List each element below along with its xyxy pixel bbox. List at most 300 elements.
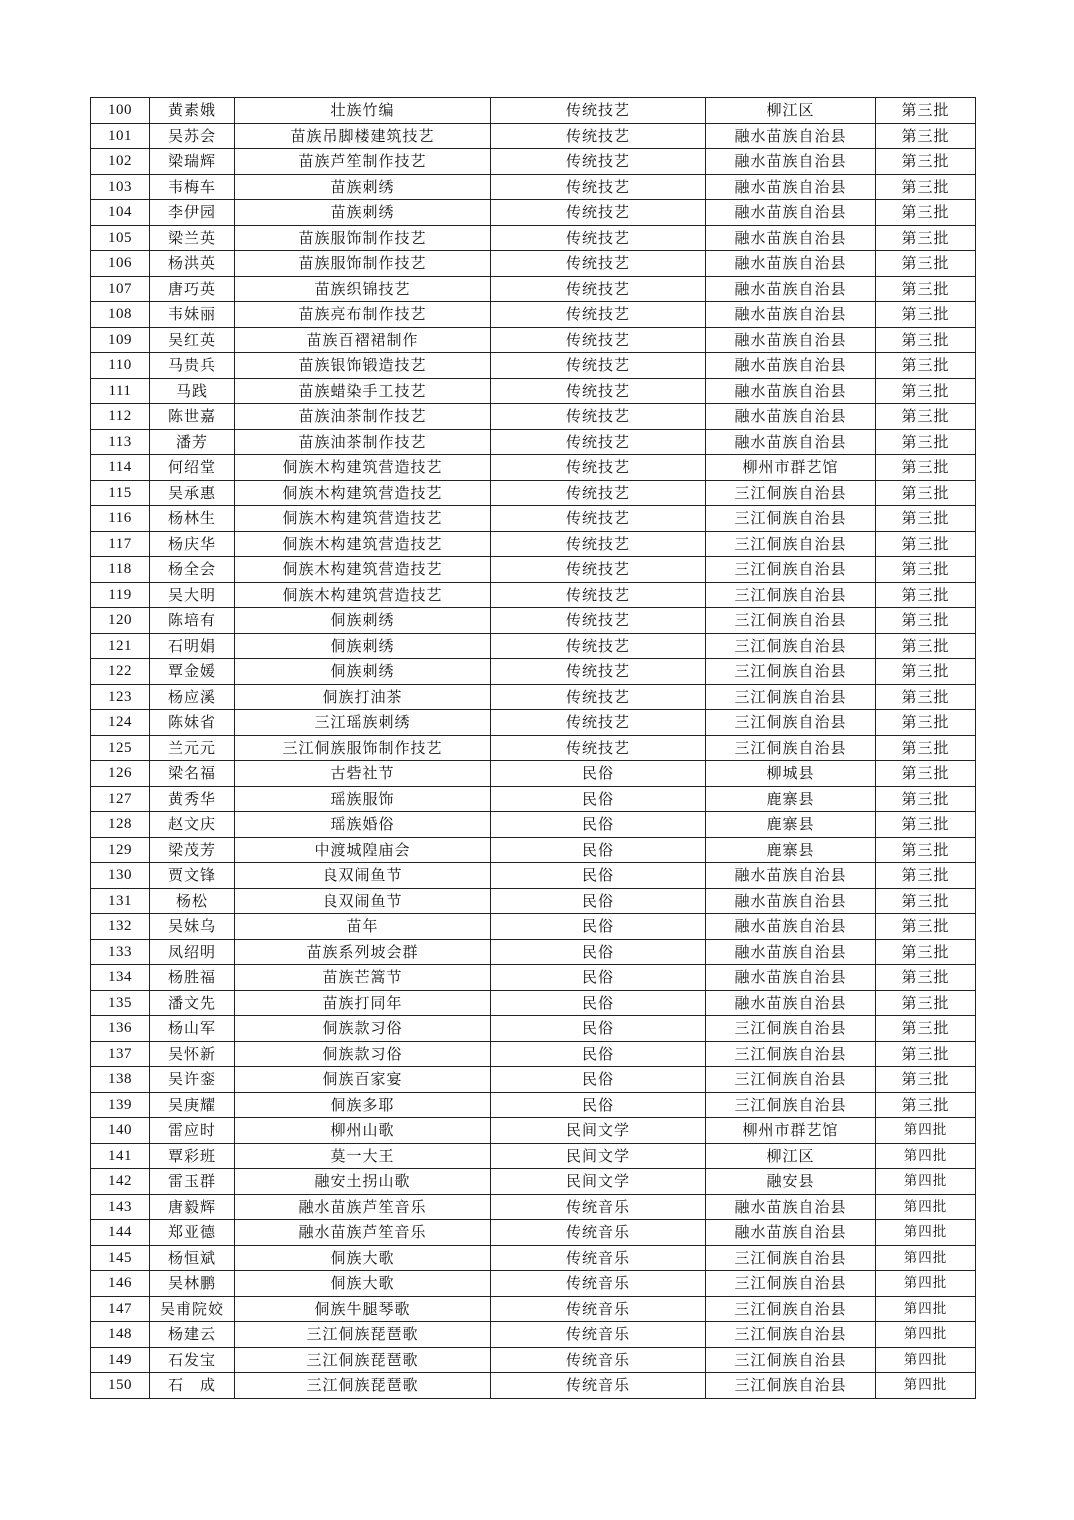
project-category-cell: 传统音乐 (491, 1245, 706, 1271)
table-row (91, 149, 976, 175)
region-cell: 融水苗族自治县 (706, 225, 876, 251)
project-category-cell: 传统技艺 (491, 353, 706, 379)
project-category-cell: 传统音乐 (491, 1194, 706, 1220)
project-category-cell: 传统音乐 (491, 1220, 706, 1246)
project-category-cell: 传统技艺 (491, 480, 706, 506)
region-cell: 柳江区 (706, 98, 876, 124)
batch-cell: 第三批 (876, 557, 976, 583)
table-row (91, 786, 976, 812)
table-row (91, 633, 976, 659)
project-name-cell: 瑶族婚俗 (235, 812, 491, 838)
project-category-cell: 传统技艺 (491, 633, 706, 659)
inheritor-name-cell: 覃金媛 (150, 659, 235, 685)
region-cell: 三江侗族自治县 (706, 531, 876, 557)
project-name-cell: 苗族亮布制作技艺 (235, 302, 491, 328)
table-row (91, 965, 976, 991)
project-name-cell: 柳州山歌 (235, 1118, 491, 1144)
row-number-cell: 145 (91, 1245, 150, 1271)
row-number-cell: 128 (91, 812, 150, 838)
table-row (91, 557, 976, 583)
batch-cell: 第三批 (876, 378, 976, 404)
table-row (91, 531, 976, 557)
region-cell: 融水苗族自治县 (706, 174, 876, 200)
table-row (91, 276, 976, 302)
row-number-cell: 137 (91, 1041, 150, 1067)
project-category-cell: 传统音乐 (491, 1271, 706, 1297)
project-category-cell: 民俗 (491, 837, 706, 863)
table-row (91, 710, 976, 736)
project-name-cell: 侗族大歌 (235, 1245, 491, 1271)
row-number-cell: 113 (91, 429, 150, 455)
inheritor-name-cell: 吴妹乌 (150, 914, 235, 940)
table-row (91, 404, 976, 430)
region-cell: 融水苗族自治县 (706, 965, 876, 991)
project-name-cell: 三江瑶族刺绣 (235, 710, 491, 736)
inheritor-name-cell: 雷玉群 (150, 1169, 235, 1195)
row-number-cell: 136 (91, 1016, 150, 1042)
batch-cell: 第四批 (876, 1347, 976, 1373)
project-name-cell: 苗族芒篙节 (235, 965, 491, 991)
batch-cell: 第三批 (876, 1041, 976, 1067)
project-name-cell: 三江侗族琵琶歌 (235, 1322, 491, 1348)
row-number-cell: 117 (91, 531, 150, 557)
row-number-cell: 108 (91, 302, 150, 328)
inheritor-name-cell: 石 成 (150, 1373, 235, 1399)
table-row (91, 302, 976, 328)
region-cell: 三江侗族自治县 (706, 1347, 876, 1373)
project-category-cell: 民俗 (491, 761, 706, 787)
project-name-cell: 侗族多耶 (235, 1092, 491, 1118)
row-number-cell: 141 (91, 1143, 150, 1169)
region-cell: 融水苗族自治县 (706, 251, 876, 277)
inheritor-name-cell: 覃彩班 (150, 1143, 235, 1169)
inheritor-name-cell: 韦梅车 (150, 174, 235, 200)
row-number-cell: 134 (91, 965, 150, 991)
inheritor-name-cell: 吴庚耀 (150, 1092, 235, 1118)
project-name-cell: 融安土拐山歌 (235, 1169, 491, 1195)
inheritor-name-cell: 兰元元 (150, 735, 235, 761)
inheritor-list-sheet (90, 97, 975, 1399)
region-cell: 融水苗族自治县 (706, 353, 876, 379)
region-cell: 三江侗族自治县 (706, 1245, 876, 1271)
project-category-cell: 民间文学 (491, 1143, 706, 1169)
project-name-cell: 侗族木构建筑营造技艺 (235, 480, 491, 506)
inheritor-name-cell: 梁兰英 (150, 225, 235, 251)
inheritor-name-cell: 杨洪英 (150, 251, 235, 277)
table-row (91, 98, 976, 124)
row-number-cell: 150 (91, 1373, 150, 1399)
batch-cell: 第三批 (876, 863, 976, 889)
project-name-cell: 侗族打油茶 (235, 684, 491, 710)
batch-cell: 第三批 (876, 965, 976, 991)
project-name-cell: 苗族服饰制作技艺 (235, 225, 491, 251)
row-number-cell: 112 (91, 404, 150, 430)
inheritor-name-cell: 马贵兵 (150, 353, 235, 379)
project-category-cell: 民间文学 (491, 1118, 706, 1144)
batch-cell: 第三批 (876, 200, 976, 226)
region-cell: 三江侗族自治县 (706, 1296, 876, 1322)
project-category-cell: 传统技艺 (491, 123, 706, 149)
batch-cell: 第三批 (876, 684, 976, 710)
row-number-cell: 130 (91, 863, 150, 889)
table-row (91, 327, 976, 353)
project-category-cell: 民俗 (491, 939, 706, 965)
region-cell: 柳州市群艺馆 (706, 455, 876, 481)
project-category-cell: 传统技艺 (491, 225, 706, 251)
table-row (91, 888, 976, 914)
batch-cell: 第三批 (876, 455, 976, 481)
table-row (91, 1041, 976, 1067)
table-row (91, 837, 976, 863)
project-category-cell: 民间文学 (491, 1169, 706, 1195)
row-number-cell: 124 (91, 710, 150, 736)
region-cell: 融水苗族自治县 (706, 200, 876, 226)
region-cell: 融水苗族自治县 (706, 327, 876, 353)
inheritor-name-cell: 赵文庆 (150, 812, 235, 838)
row-number-cell: 101 (91, 123, 150, 149)
region-cell: 三江侗族自治县 (706, 480, 876, 506)
row-number-cell: 126 (91, 761, 150, 787)
table-row (91, 939, 976, 965)
project-name-cell: 苗族系列坡会群 (235, 939, 491, 965)
table-row (91, 174, 976, 200)
inheritor-name-cell: 杨松 (150, 888, 235, 914)
region-cell: 融水苗族自治县 (706, 939, 876, 965)
region-cell: 三江侗族自治县 (706, 582, 876, 608)
project-name-cell: 苗族银饰锻造技艺 (235, 353, 491, 379)
table-row (91, 1245, 976, 1271)
region-cell: 融水苗族自治县 (706, 404, 876, 430)
project-name-cell: 壮族竹编 (235, 98, 491, 124)
table-row (91, 1016, 976, 1042)
row-number-cell: 104 (91, 200, 150, 226)
project-category-cell: 民俗 (491, 1041, 706, 1067)
project-category-cell: 传统音乐 (491, 1296, 706, 1322)
batch-cell: 第三批 (876, 939, 976, 965)
table-row (91, 1143, 976, 1169)
table-row (91, 863, 976, 889)
inheritor-name-cell: 潘文先 (150, 990, 235, 1016)
inheritor-name-cell: 黄素娥 (150, 98, 235, 124)
region-cell: 鹿寨县 (706, 837, 876, 863)
region-cell: 柳州市群艺馆 (706, 1118, 876, 1144)
row-number-cell: 119 (91, 582, 150, 608)
region-cell: 融水苗族自治县 (706, 914, 876, 940)
region-cell: 融水苗族自治县 (706, 863, 876, 889)
inheritor-name-cell: 杨庆华 (150, 531, 235, 557)
region-cell: 鹿寨县 (706, 812, 876, 838)
row-number-cell: 110 (91, 353, 150, 379)
region-cell: 融安县 (706, 1169, 876, 1195)
region-cell: 三江侗族自治县 (706, 659, 876, 685)
inheritor-name-cell: 陈妹省 (150, 710, 235, 736)
region-cell: 柳城县 (706, 761, 876, 787)
project-category-cell: 传统音乐 (491, 1373, 706, 1399)
batch-cell: 第三批 (876, 429, 976, 455)
region-cell: 三江侗族自治县 (706, 1041, 876, 1067)
table-row (91, 123, 976, 149)
project-category-cell: 传统技艺 (491, 557, 706, 583)
row-number-cell: 122 (91, 659, 150, 685)
batch-cell: 第四批 (876, 1118, 976, 1144)
project-category-cell: 传统音乐 (491, 1347, 706, 1373)
table-row (91, 1169, 976, 1195)
project-name-cell: 良双闹鱼节 (235, 888, 491, 914)
project-category-cell: 民俗 (491, 1067, 706, 1093)
table-row (91, 659, 976, 685)
region-cell: 融水苗族自治县 (706, 149, 876, 175)
project-name-cell: 苗族服饰制作技艺 (235, 251, 491, 277)
inheritor-name-cell: 凤绍明 (150, 939, 235, 965)
inheritor-name-cell: 吴苏会 (150, 123, 235, 149)
row-number-cell: 121 (91, 633, 150, 659)
project-category-cell: 传统技艺 (491, 582, 706, 608)
region-cell: 融水苗族自治县 (706, 276, 876, 302)
project-category-cell: 传统技艺 (491, 302, 706, 328)
inheritor-name-cell: 杨林生 (150, 506, 235, 532)
row-number-cell: 132 (91, 914, 150, 940)
batch-cell: 第三批 (876, 123, 976, 149)
table-row (91, 684, 976, 710)
batch-cell: 第三批 (876, 276, 976, 302)
project-name-cell: 侗族木构建筑营造技艺 (235, 455, 491, 481)
project-category-cell: 传统技艺 (491, 378, 706, 404)
batch-cell: 第三批 (876, 480, 976, 506)
region-cell: 三江侗族自治县 (706, 1092, 876, 1118)
project-category-cell: 传统技艺 (491, 608, 706, 634)
inheritor-name-cell: 吴承惠 (150, 480, 235, 506)
project-name-cell: 苗族百褶裙制作 (235, 327, 491, 353)
project-name-cell: 侗族百家宴 (235, 1067, 491, 1093)
row-number-cell: 120 (91, 608, 150, 634)
batch-cell: 第四批 (876, 1271, 976, 1297)
project-name-cell: 苗族刺绣 (235, 200, 491, 226)
batch-cell: 第三批 (876, 302, 976, 328)
project-category-cell: 传统技艺 (491, 429, 706, 455)
table-row (91, 480, 976, 506)
inheritor-name-cell: 李伊园 (150, 200, 235, 226)
batch-cell: 第四批 (876, 1194, 976, 1220)
table-row (91, 1347, 976, 1373)
project-category-cell: 传统技艺 (491, 276, 706, 302)
inheritor-name-cell: 何绍堂 (150, 455, 235, 481)
project-name-cell: 侗族木构建筑营造技艺 (235, 582, 491, 608)
batch-cell: 第三批 (876, 327, 976, 353)
inheritor-name-cell: 杨山军 (150, 1016, 235, 1042)
inheritor-name-cell: 梁瑞辉 (150, 149, 235, 175)
inheritor-name-cell: 唐毅辉 (150, 1194, 235, 1220)
inheritor-name-cell: 潘芳 (150, 429, 235, 455)
project-category-cell: 民俗 (491, 914, 706, 940)
batch-cell: 第四批 (876, 1220, 976, 1246)
region-cell: 三江侗族自治县 (706, 1322, 876, 1348)
row-number-cell: 149 (91, 1347, 150, 1373)
row-number-cell: 127 (91, 786, 150, 812)
region-cell: 融水苗族自治县 (706, 429, 876, 455)
region-cell: 三江侗族自治县 (706, 1067, 876, 1093)
table-row (91, 1296, 976, 1322)
row-number-cell: 118 (91, 557, 150, 583)
project-category-cell: 传统技艺 (491, 684, 706, 710)
batch-cell: 第三批 (876, 735, 976, 761)
batch-cell: 第四批 (876, 1296, 976, 1322)
batch-cell: 第三批 (876, 659, 976, 685)
project-category-cell: 民俗 (491, 863, 706, 889)
region-cell: 三江侗族自治县 (706, 633, 876, 659)
project-name-cell: 瑶族服饰 (235, 786, 491, 812)
inheritor-name-cell: 唐巧英 (150, 276, 235, 302)
table-row (91, 1118, 976, 1144)
project-category-cell: 传统技艺 (491, 327, 706, 353)
project-category-cell: 民俗 (491, 1092, 706, 1118)
row-number-cell: 107 (91, 276, 150, 302)
project-name-cell: 苗族油茶制作技艺 (235, 404, 491, 430)
inheritor-name-cell: 吴怀新 (150, 1041, 235, 1067)
project-category-cell: 民俗 (491, 965, 706, 991)
inheritor-name-cell: 杨全会 (150, 557, 235, 583)
batch-cell: 第四批 (876, 1322, 976, 1348)
project-name-cell: 侗族木构建筑营造技艺 (235, 557, 491, 583)
row-number-cell: 147 (91, 1296, 150, 1322)
table-row (91, 429, 976, 455)
table-row (91, 1220, 976, 1246)
project-name-cell: 苗族蜡染手工技艺 (235, 378, 491, 404)
batch-cell: 第三批 (876, 761, 976, 787)
table-row (91, 608, 976, 634)
region-cell: 三江侗族自治县 (706, 1016, 876, 1042)
region-cell: 三江侗族自治县 (706, 506, 876, 532)
project-category-cell: 传统技艺 (491, 200, 706, 226)
inheritor-name-cell: 杨应溪 (150, 684, 235, 710)
table-row (91, 582, 976, 608)
inheritor-table-body (91, 98, 976, 1399)
row-number-cell: 139 (91, 1092, 150, 1118)
row-number-cell: 131 (91, 888, 150, 914)
batch-cell: 第三批 (876, 837, 976, 863)
row-number-cell: 135 (91, 990, 150, 1016)
row-number-cell: 144 (91, 1220, 150, 1246)
batch-cell: 第三批 (876, 1016, 976, 1042)
project-category-cell: 民俗 (491, 888, 706, 914)
project-name-cell: 侗族大歌 (235, 1271, 491, 1297)
table-row (91, 200, 976, 226)
inheritor-name-cell: 杨胜福 (150, 965, 235, 991)
row-number-cell: 133 (91, 939, 150, 965)
project-category-cell: 传统技艺 (491, 251, 706, 277)
project-name-cell: 侗族牛腿琴歌 (235, 1296, 491, 1322)
row-number-cell: 146 (91, 1271, 150, 1297)
inheritor-name-cell: 梁名福 (150, 761, 235, 787)
project-name-cell: 苗族油茶制作技艺 (235, 429, 491, 455)
batch-cell: 第三批 (876, 353, 976, 379)
batch-cell: 第三批 (876, 633, 976, 659)
project-name-cell: 良双闹鱼节 (235, 863, 491, 889)
inheritor-name-cell: 石发宝 (150, 1347, 235, 1373)
row-number-cell: 109 (91, 327, 150, 353)
batch-cell: 第三批 (876, 98, 976, 124)
inheritor-name-cell: 贾文锋 (150, 863, 235, 889)
project-name-cell: 三江侗族服饰制作技艺 (235, 735, 491, 761)
project-category-cell: 民俗 (491, 1016, 706, 1042)
project-name-cell: 三江侗族琵琶歌 (235, 1373, 491, 1399)
region-cell: 三江侗族自治县 (706, 735, 876, 761)
row-number-cell: 140 (91, 1118, 150, 1144)
table-row (91, 353, 976, 379)
batch-cell: 第四批 (876, 1245, 976, 1271)
inheritor-name-cell: 韦妹丽 (150, 302, 235, 328)
batch-cell: 第三批 (876, 506, 976, 532)
batch-cell: 第三批 (876, 608, 976, 634)
project-name-cell: 侗族刺绣 (235, 659, 491, 685)
row-number-cell: 129 (91, 837, 150, 863)
table-row (91, 812, 976, 838)
inheritor-name-cell: 吴大明 (150, 582, 235, 608)
region-cell: 三江侗族自治县 (706, 1271, 876, 1297)
region-cell: 三江侗族自治县 (706, 557, 876, 583)
project-category-cell: 传统技艺 (491, 531, 706, 557)
project-name-cell: 侗族刺绣 (235, 608, 491, 634)
project-name-cell: 侗族木构建筑营造技艺 (235, 506, 491, 532)
row-number-cell: 114 (91, 455, 150, 481)
inheritor-name-cell: 梁茂芳 (150, 837, 235, 863)
inheritor-table (90, 97, 976, 1399)
project-category-cell: 传统技艺 (491, 149, 706, 175)
table-row (91, 1373, 976, 1399)
region-cell: 融水苗族自治县 (706, 378, 876, 404)
project-name-cell: 苗族芦笙制作技艺 (235, 149, 491, 175)
row-number-cell: 100 (91, 98, 150, 124)
row-number-cell: 111 (91, 378, 150, 404)
table-row (91, 735, 976, 761)
inheritor-name-cell: 陈培有 (150, 608, 235, 634)
inheritor-name-cell: 马践 (150, 378, 235, 404)
inheritor-name-cell: 吴林鹏 (150, 1271, 235, 1297)
project-category-cell: 传统技艺 (491, 404, 706, 430)
inheritor-name-cell: 石明娟 (150, 633, 235, 659)
batch-cell: 第四批 (876, 1169, 976, 1195)
table-row (91, 761, 976, 787)
row-number-cell: 105 (91, 225, 150, 251)
row-number-cell: 148 (91, 1322, 150, 1348)
row-number-cell: 106 (91, 251, 150, 277)
batch-cell: 第三批 (876, 251, 976, 277)
project-name-cell: 苗年 (235, 914, 491, 940)
table-row (91, 225, 976, 251)
batch-cell: 第三批 (876, 888, 976, 914)
region-cell: 三江侗族自治县 (706, 684, 876, 710)
batch-cell: 第四批 (876, 1143, 976, 1169)
inheritor-name-cell: 杨建云 (150, 1322, 235, 1348)
region-cell: 融水苗族自治县 (706, 1194, 876, 1220)
inheritor-name-cell: 吴红英 (150, 327, 235, 353)
batch-cell: 第三批 (876, 914, 976, 940)
region-cell: 柳江区 (706, 1143, 876, 1169)
inheritor-name-cell: 吴甫院姣 (150, 1296, 235, 1322)
region-cell: 融水苗族自治县 (706, 990, 876, 1016)
region-cell: 三江侗族自治县 (706, 1373, 876, 1399)
batch-cell: 第三批 (876, 1067, 976, 1093)
table-row (91, 1194, 976, 1220)
batch-cell: 第三批 (876, 149, 976, 175)
row-number-cell: 125 (91, 735, 150, 761)
table-row (91, 251, 976, 277)
project-category-cell: 传统技艺 (491, 735, 706, 761)
table-row (91, 1067, 976, 1093)
table-row (91, 990, 976, 1016)
row-number-cell: 102 (91, 149, 150, 175)
project-name-cell: 中渡城隍庙会 (235, 837, 491, 863)
inheritor-name-cell: 雷应时 (150, 1118, 235, 1144)
